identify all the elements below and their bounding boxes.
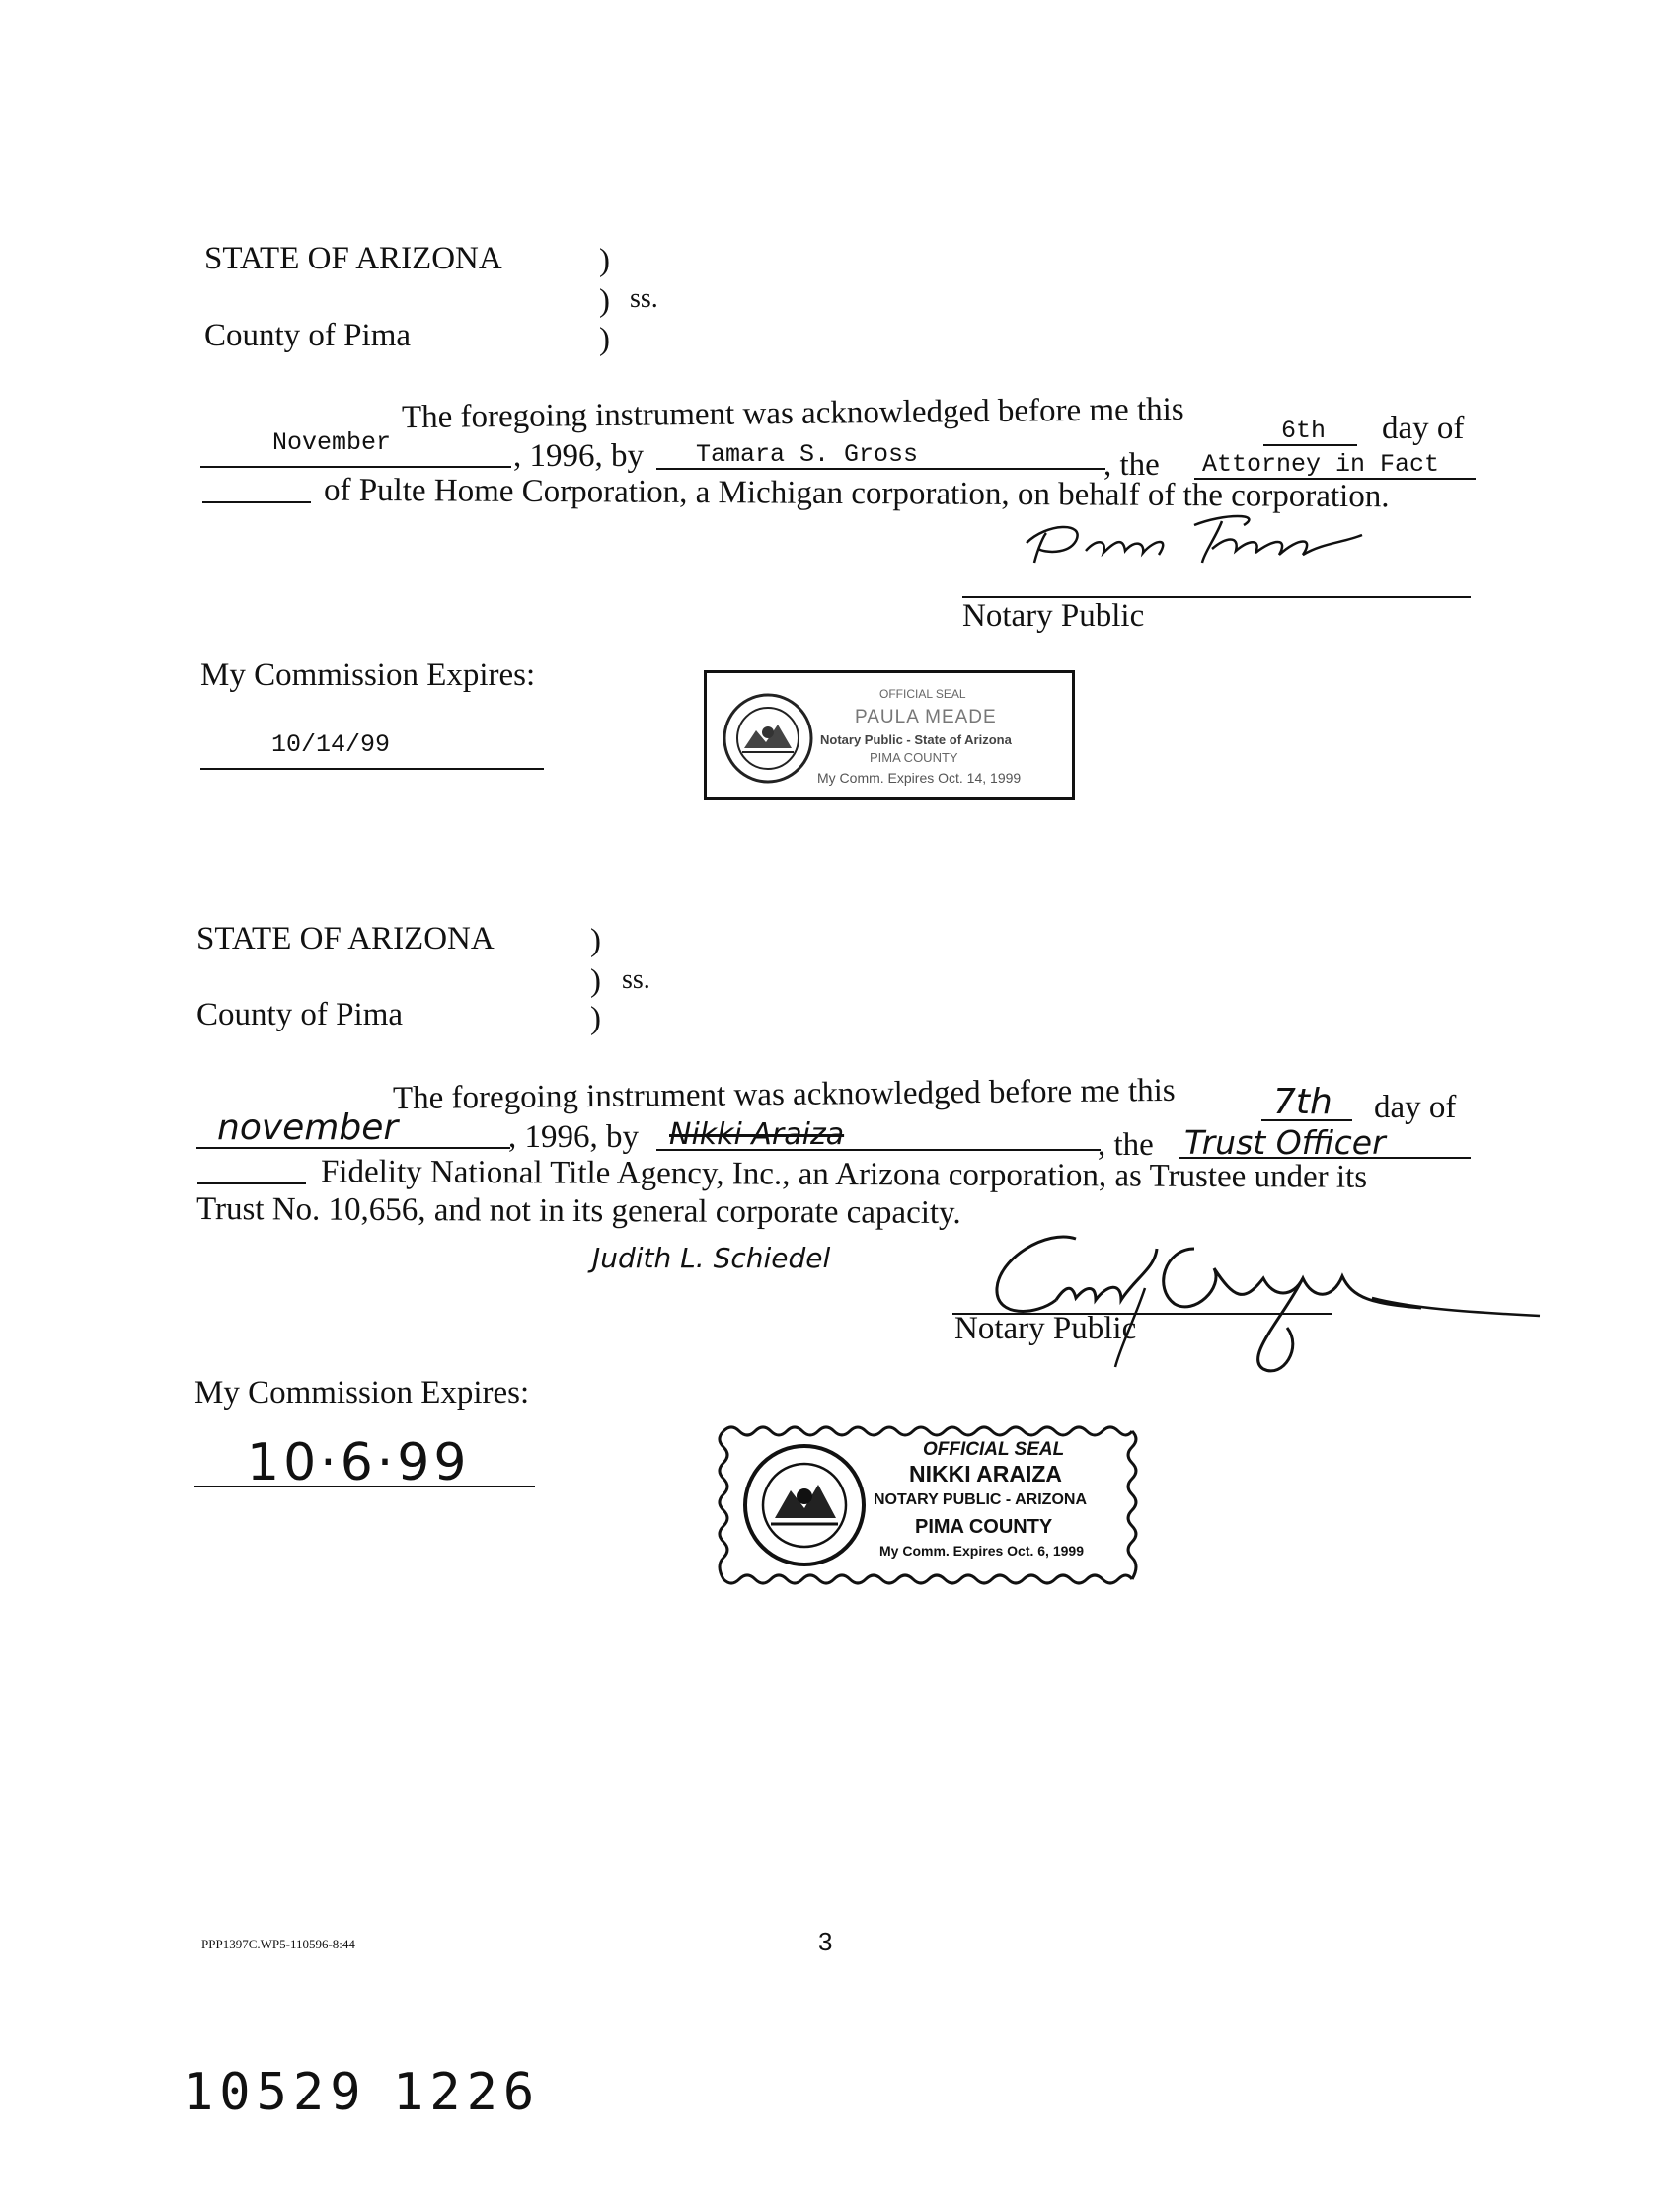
commission-value: 10·6·99 bbox=[247, 1433, 471, 1492]
day-of-label: day of bbox=[1374, 1090, 1457, 1125]
day-of-label: day of bbox=[1382, 411, 1465, 446]
seal-text: OFFICIAL SEAL bbox=[879, 687, 966, 701]
state-heading: STATE OF ARIZONA bbox=[196, 921, 495, 956]
seal-text: NOTARY PUBLIC - ARIZONA bbox=[874, 1491, 1087, 1508]
day-value: 6th bbox=[1281, 417, 1327, 445]
seal-text: PAULA MEADE bbox=[855, 707, 997, 727]
seal-text: NIKKI ARAIZA bbox=[909, 1461, 1063, 1487]
seal-text: Notary Public - State of Arizona bbox=[820, 732, 1012, 747]
year-by-label: , 1996, by bbox=[513, 438, 644, 474]
state-seal-icon bbox=[721, 691, 815, 786]
seal-text: PIMA COUNTY bbox=[870, 750, 958, 765]
name-value: Nikki Araiza bbox=[669, 1117, 845, 1152]
county-label: County of Pima bbox=[196, 997, 404, 1032]
blank-underline bbox=[202, 501, 311, 503]
notary-public-label: Notary Public bbox=[962, 598, 1145, 634]
acknowledgment-text: The foregoing instrument was acknowledged before me this bbox=[401, 391, 1184, 436]
month-value: November bbox=[272, 428, 392, 457]
ss-label: ss. bbox=[622, 964, 650, 995]
record-number: 10529 bbox=[183, 2063, 367, 2122]
bracket: ) bbox=[599, 243, 610, 278]
title-value: Attorney in Fact bbox=[1202, 450, 1440, 479]
name-value: Tamara S. Gross bbox=[696, 440, 919, 469]
bracket: ) bbox=[590, 923, 601, 958]
state-heading: STATE OF ARIZONA bbox=[204, 241, 502, 276]
fidelity-text: Fidelity National Title Agency, Inc., an Arizona corporation, as Trustee under its bbox=[320, 1154, 1368, 1195]
commission-label: My Commission Expires: bbox=[200, 657, 536, 693]
ss-label: ss. bbox=[630, 283, 658, 314]
seal-text: My Comm. Expires Oct. 14, 1999 bbox=[817, 770, 1022, 786]
day-value: 7th bbox=[1273, 1082, 1332, 1122]
notary-public-label: Notary Public bbox=[954, 1311, 1137, 1346]
month-underline bbox=[200, 466, 511, 468]
bracket: ) bbox=[599, 283, 610, 319]
record-page: 1226 bbox=[393, 2063, 541, 2122]
commission-underline bbox=[194, 1486, 535, 1487]
commission-underline bbox=[200, 768, 544, 770]
the-label: , the bbox=[1103, 447, 1160, 483]
commission-label: My Commission Expires: bbox=[194, 1375, 530, 1411]
notary-signature bbox=[948, 503, 1421, 592]
seal-text: PIMA COUNTY bbox=[915, 1516, 1053, 1538]
printed-signer: Judith L. Schiedel bbox=[592, 1242, 831, 1274]
trust-text: Trust No. 10,656, and not in its general corporate capacity. bbox=[195, 1190, 961, 1232]
notary-seal-1 bbox=[704, 670, 1075, 800]
month-value: november bbox=[217, 1107, 399, 1148]
page-number: 3 bbox=[818, 1927, 833, 1956]
seal-text: My Comm. Expires Oct. 6, 1999 bbox=[879, 1543, 1084, 1559]
seal-text: OFFICIAL SEAL bbox=[923, 1439, 1065, 1460]
the-label: , the bbox=[1098, 1127, 1154, 1163]
year-by-label: , 1996, by bbox=[508, 1119, 639, 1155]
acknowledgment-text: The foregoing instrument was acknowledged before me this bbox=[392, 1072, 1176, 1117]
blank-underline bbox=[197, 1182, 306, 1184]
bracket: ) bbox=[599, 322, 610, 357]
title-value: Trust Officer bbox=[1184, 1123, 1386, 1162]
bracket: ) bbox=[590, 1001, 601, 1036]
corporation-text: of Pulte Home Corporation, a Michigan corporation, on behalf of the corporation. bbox=[323, 472, 1390, 515]
county-label: County of Pima bbox=[204, 318, 412, 353]
bracket: ) bbox=[590, 963, 601, 999]
commission-value: 10/14/99 bbox=[271, 730, 391, 759]
notary-signature bbox=[948, 1209, 1560, 1377]
file-reference: PPP1397C.WP5-110596-8:44 bbox=[201, 1937, 355, 1951]
